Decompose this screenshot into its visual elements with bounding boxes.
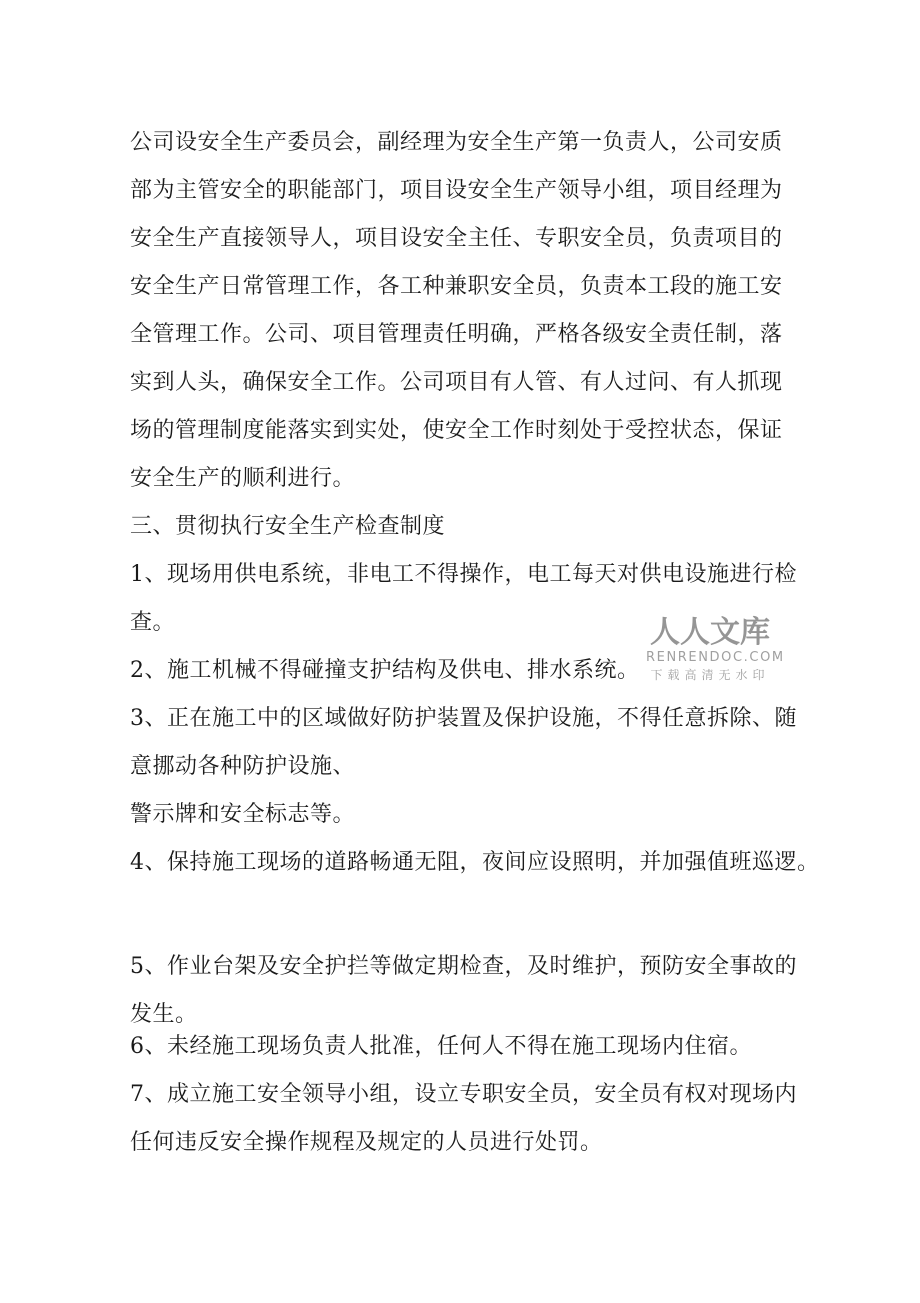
list-item-6 <box>130 1023 830 1071</box>
text-line: 安全生产日常管理工作，各工种兼职安全员，负责本工段的施工安 <box>130 274 783 299</box>
section-heading-3 <box>130 503 830 551</box>
watermark-logo-text: 人人文库 <box>650 615 770 650</box>
text-line: 场的管理制度能落实到实处，使安全工作时刻处于受控状态，保证 <box>130 418 783 443</box>
text-line: 安全生产直接领导人，项目设安全主任、专职安全员，负责项目的 <box>130 226 783 251</box>
text-line: 安全生产的顺利进行。 <box>130 466 356 491</box>
text-line: 部为主管安全的职能部门，项目设安全生产领导小组，项目经理为 <box>130 178 783 203</box>
text-line: 实到人头，确保安全工作。公司项目有人管、有人过问、有人抓现 <box>130 370 783 395</box>
list-item-3 <box>130 695 830 839</box>
text-line: 警示牌和安全标志等。 <box>130 802 356 827</box>
watermark-domain: RENRENDOC.COM <box>646 650 785 665</box>
text-line: 发生。 <box>130 1002 198 1027</box>
watermark <box>646 615 785 682</box>
paragraph-safety-responsibility <box>130 119 830 503</box>
text-line: 公司设安全生产委员会，副经理为安全生产第一负责人，公司安质 <box>130 130 783 155</box>
list-item-4 <box>130 839 830 887</box>
list-item-7 <box>130 1071 830 1167</box>
text-line: 7、成立施工安全领导小组，设立专职安全员，安全员有权对现场内 <box>130 1082 797 1107</box>
text-line: 6、未经施工现场负责人批准，任何人不得在施工现场内住宿。 <box>130 1034 752 1059</box>
text-line: 意挪动各种防护设施、 <box>130 754 356 779</box>
text-line: 5、作业台架及安全护拦等做定期检查，及时维护，预防安全事故的 <box>130 954 797 979</box>
text-line: 1、现场用供电系统，非电工不得操作，电工每天对供电设施进行检 <box>130 562 797 587</box>
text-line: 2、施工机械不得碰撞支护结构及供电、排水系统。 <box>130 658 640 683</box>
text-line: 4、保持施工现场的道路畅通无阻，夜间应设照明，并加强值班巡逻。 <box>130 850 820 875</box>
heading-line: 三、贯彻执行安全生产检查制度 <box>130 514 446 539</box>
text-line: 3、正在施工中的区域做好防护装置及保护设施，不得任意拆除、随 <box>130 706 797 731</box>
text-line: 任何违反安全操作规程及规定的人员进行处罚。 <box>130 1130 603 1155</box>
watermark-tagline: 下载高清无水印 <box>650 668 770 682</box>
text-line: 全管理工作。公司、项目管理责任明确，严格各级安全责任制，落 <box>130 322 783 347</box>
text-line: 查。 <box>130 610 176 635</box>
